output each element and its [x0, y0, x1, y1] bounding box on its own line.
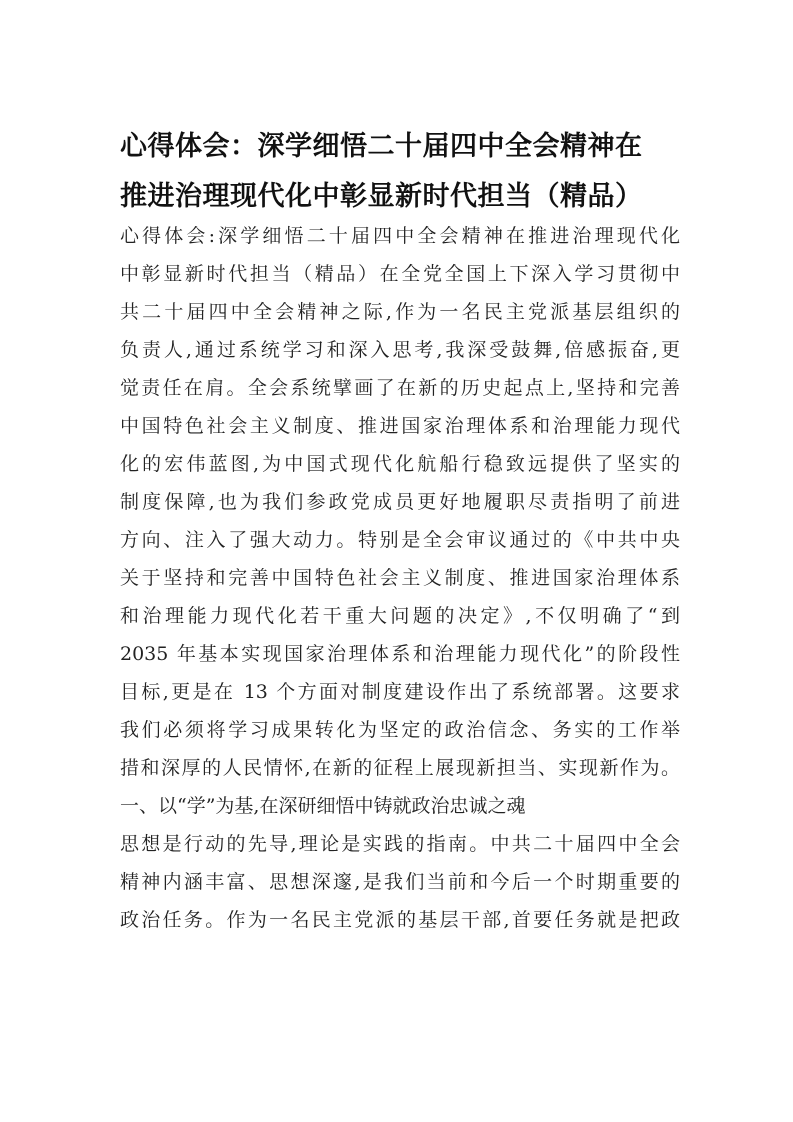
body-line: 2035 年基本实现国家治理体系和治理能力现代化”的阶段性 [120, 643, 680, 665]
body-line: 我们必须将学习成果转化为坚定的政治信念、务实的工作举 [120, 719, 680, 741]
body-line: 方向、注入了强大动力。特别是全会审议通过的《中共中央 [120, 529, 680, 551]
section-heading: 一、以“学”为基,在深研细悟中铸就政治忠诚之魂 [120, 795, 526, 817]
body-line: 措和深厚的人民情怀,在新的征程上展现新担当、实现新作为。 [120, 757, 680, 779]
body-line: 精神内涵丰富、思想深邃,是我们当前和今后一个时期重要的 [120, 871, 680, 893]
body-line: 政治任务。作为一名民主党派的基层干部,首要任务就是把政 [120, 909, 680, 931]
document-body [120, 217, 680, 939]
body-line: 觉责任在肩。全会系统擘画了在新的历史起点上,坚持和完善 [120, 377, 680, 399]
body-line: 和治理能力现代化若干重大问题的决定》,不仅明确了“到 [120, 605, 680, 627]
body-line: 关于坚持和完善中国特色社会主义制度、推进国家治理体系 [120, 567, 680, 589]
document-title [120, 122, 680, 222]
body-line: 中国特色社会主义制度、推进国家治理体系和治理能力现代 [120, 415, 680, 437]
body-line: 心得体会:深学细悟二十届四中全会精神在推进治理现代化 [120, 225, 680, 247]
body-line: 负责人,通过系统学习和深入思考,我深受鼓舞,倍感振奋,更 [120, 339, 680, 361]
title-line: 心得体会：深学细悟二十届四中全会精神在 [120, 131, 643, 162]
body-line: 思想是行动的先导,理论是实践的指南。中共二十届四中全会 [120, 833, 680, 855]
body-line: 化的宏伟蓝图,为中国式现代化航船行稳致远提供了坚实的 [120, 453, 680, 475]
body-line: 共二十届四中全会精神之际,作为一名民主党派基层组织的 [120, 301, 680, 323]
body-line: 制度保障,也为我们参政党成员更好地履职尽责指明了前进 [120, 491, 680, 513]
body-line: 目标,更是在 13 个方面对制度建设作出了系统部署。这要求 [120, 681, 680, 703]
body-line: 中彰显新时代担当（精品）在全党全国上下深入学习贯彻中 [120, 263, 680, 285]
title-line: 推进治理现代化中彰显新时代担当（精品） [120, 181, 643, 212]
